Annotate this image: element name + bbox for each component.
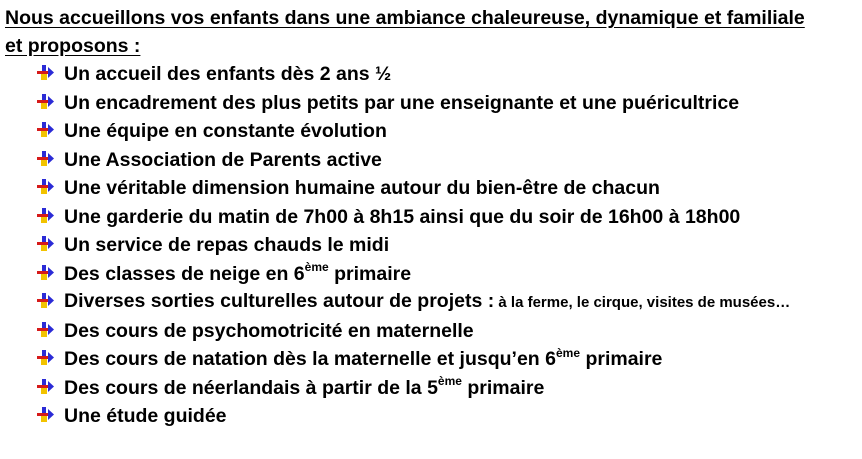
arrow-bullet-icon — [34, 64, 55, 81]
arrow-bullet-icon — [34, 406, 55, 423]
arrow-bullet-icon — [34, 178, 55, 195]
intro-heading-line-1: Nous accueillons vos enfants dans une ambiance chaleureuse, dynamique et familiale — [5, 7, 805, 29]
list-item-text-details: à la ferme, le cirque, visites de musées… — [494, 294, 791, 312]
list-item — [34, 117, 857, 146]
list-item-text-end: primaire — [580, 348, 663, 371]
list-item-text: Un encadrement des plus petits par une enseignante et une puéricultrice — [64, 91, 740, 114]
arrow-bullet-icon — [34, 321, 55, 338]
list-item — [34, 146, 857, 175]
arrow-bullet-icon — [34, 378, 55, 395]
features-list — [5, 60, 857, 431]
list-item — [34, 260, 857, 289]
arrow-bullet-icon — [34, 264, 55, 281]
list-item — [34, 89, 857, 118]
arrow-bullet-icon — [34, 207, 55, 224]
list-item-text-end: primaire — [461, 376, 545, 399]
list-item — [34, 203, 857, 232]
document — [5, 4, 857, 431]
list-item-text-end: primaire — [328, 262, 412, 285]
list-item-text: Une étude guidée — [64, 405, 227, 428]
ordinal-superscript: ème — [437, 374, 462, 389]
list-item-text-main: Des cours de natation dès la maternelle et jusqu’en 6 — [64, 348, 556, 371]
list-item-text-main: Diverses sorties culturelles autour de projets : — [64, 290, 495, 313]
arrow-bullet-icon — [34, 349, 55, 366]
list-item — [34, 317, 857, 346]
list-item-text-main: Des cours de néerlandais à partir de la 5 — [64, 376, 438, 399]
list-item — [34, 402, 857, 431]
list-item-text: Une équipe en constante évolution — [64, 120, 387, 143]
list-item-text — [64, 374, 544, 402]
ordinal-superscript: ème — [556, 345, 581, 360]
list-item — [34, 345, 857, 374]
arrow-bullet-icon — [34, 235, 55, 252]
arrow-bullet-icon — [34, 150, 55, 167]
list-item-text: Des cours de psychomotricité en maternelle — [64, 319, 474, 342]
ordinal-superscript: ème — [304, 260, 329, 275]
list-item-text — [64, 260, 411, 288]
arrow-bullet-icon — [34, 93, 55, 110]
intro-heading — [5, 4, 857, 60]
list-item-text — [64, 287, 790, 317]
list-item-text: Une garderie du matin de 7h00 à 8h15 ainsi que du soir de 16h00 à 18h00 — [64, 205, 741, 228]
arrow-bullet-icon — [34, 292, 55, 309]
intro-heading-line-2: et proposons : — [5, 35, 141, 57]
list-item-text-main: Des classes de neige en 6 — [64, 262, 305, 285]
arrow-bullet-icon — [34, 121, 55, 138]
list-item — [34, 231, 857, 260]
list-item-text: Un accueil des enfants dès 2 ans ½ — [64, 63, 392, 86]
list-item-text: Une véritable dimension humaine autour du bien-être de chacun — [64, 177, 660, 200]
list-item — [34, 174, 857, 203]
list-item-text — [64, 345, 662, 373]
list-item-text: Un service de repas chauds le midi — [64, 234, 390, 257]
list-item-text: Une Association de Parents active — [64, 148, 382, 171]
list-item — [34, 374, 857, 403]
list-item — [34, 60, 857, 89]
list-item — [34, 288, 857, 317]
